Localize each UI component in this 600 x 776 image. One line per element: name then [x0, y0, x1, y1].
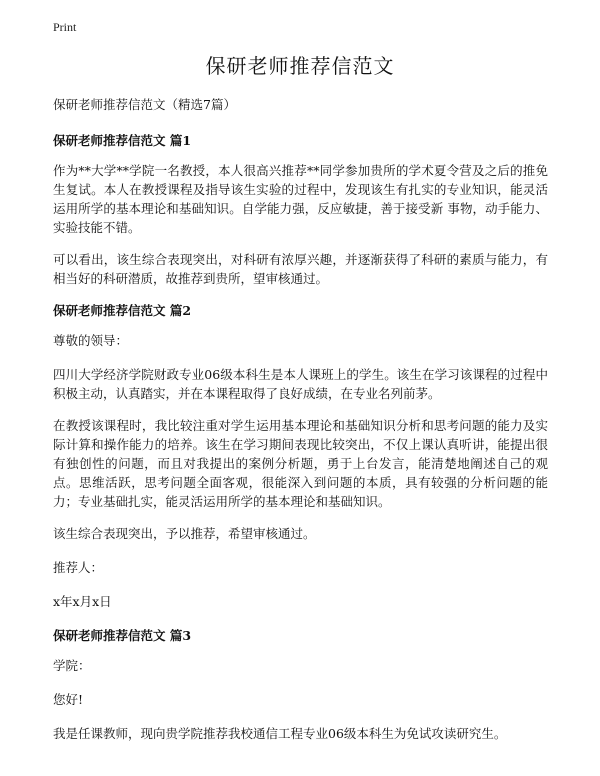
paragraph: 作为**大学**学院一名教授，本人很高兴推荐**同学参加贵所的学术夏令营及之后的推免生复试。本人在教授课程及指导该生实验的过程中，发现该生有扎实的专业知识，能灵活运用所学的基本理论和基础知识。自学能力强，反应敏捷，善于接受新 事物，动手能力、实验技能不错。 — [53, 163, 548, 235]
section-1 — [53, 131, 548, 288]
section-2 — [53, 301, 548, 611]
paragraph: 我是任课教师，现向贵学院推荐我校通信工程专业06级本科生为免试攻读研究生。 — [53, 726, 507, 741]
section-heading: 保研老师推荐信范文 篇3 — [53, 628, 192, 643]
paragraph: 该生综合表现突出，予以推荐，希望审核通过。 — [53, 526, 316, 541]
paragraph: 可以看出，该生综合表现突出，对科研有浓厚兴趣，并逐渐获得了科研的素质与能力，有相当好的科研潜质，故推荐到贵所，望审核通过。 — [53, 252, 548, 286]
paragraph: 四川大学经济学院财政专业06级本科生是本人课班上的学生。该生在学习该课程的过程中积极主动，认真踏实，并在本课程取得了良好成绩，在专业名列前茅。 — [53, 367, 548, 401]
document-body — [53, 95, 548, 756]
paragraph: 推荐人： — [53, 560, 104, 575]
document-subtitle: 保研老师推荐信范文（精选7篇） — [53, 97, 236, 112]
paragraph: 尊敬的领导： — [53, 333, 129, 348]
section-heading: 保研老师推荐信范文 篇2 — [53, 303, 192, 318]
print-label[interactable]: Print — [53, 20, 77, 34]
paragraph: 学院： — [53, 658, 91, 673]
paragraph: 在教授该课程时，我比较注重对学生运用基本理论和基础知识分析和思考问题的能力及实际计算和操作能力的培养。该生在学习期间表现比较突出，不仅上课认真听讲，能提出很有独创性的问题，而且对我提出的案例分析题，勇于上台发言，能清楚地阐述自己的观点。思维活跃，思考问题全面客观，很能深入到问题的本质，具有较强的分析问题的能力；专业基础扎实，能灵活运用所学的基本理论和基础知识。 — [53, 418, 548, 509]
section-3 — [53, 626, 548, 743]
paragraph: x年x月x日 — [53, 594, 112, 609]
section-heading: 保研老师推荐信范文 篇1 — [53, 133, 192, 148]
paragraph: 您好! — [53, 692, 84, 707]
document-title: 保研老师推荐信范文 — [205, 54, 395, 78]
